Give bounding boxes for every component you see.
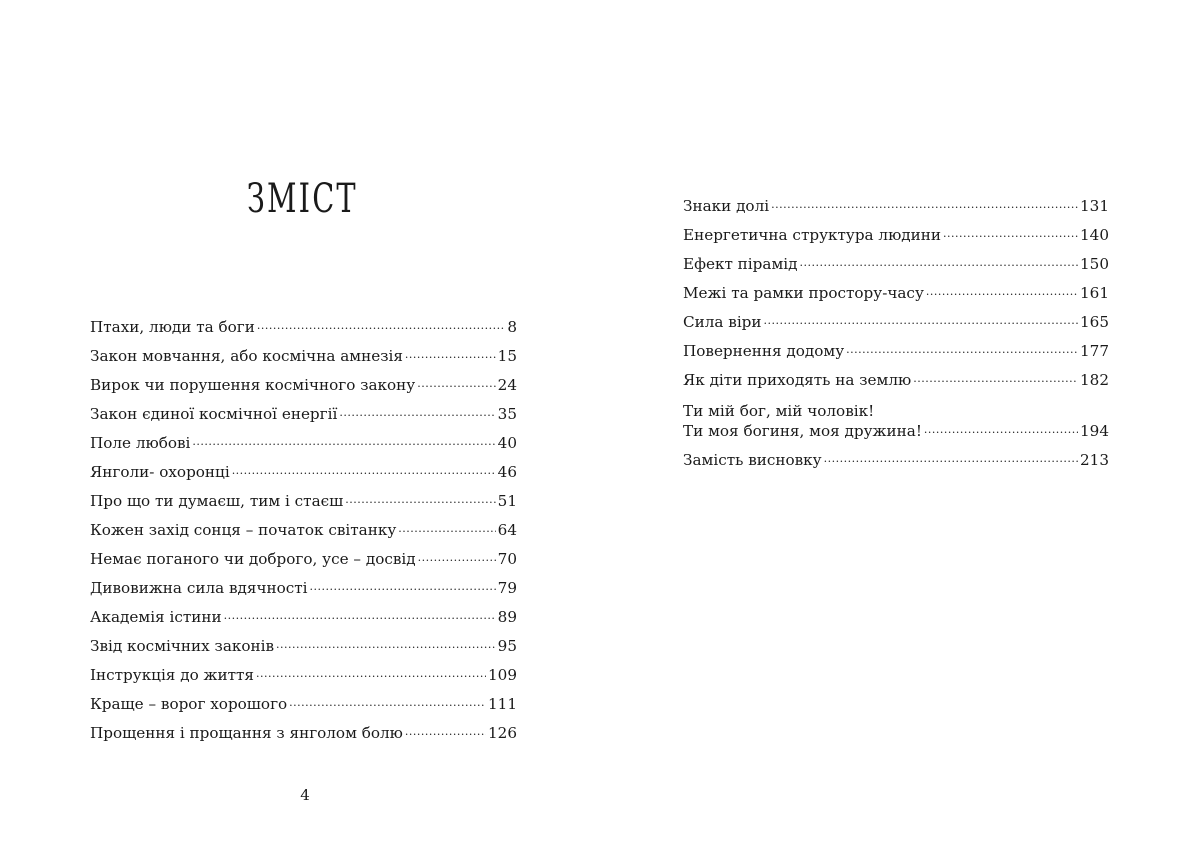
toc-entry — [90, 569, 517, 598]
right-page — [600, 0, 1200, 849]
toc-entry-page: 95 — [497, 637, 517, 655]
toc-entry-page: 51 — [497, 492, 517, 510]
toc-entry-title: Краще – ворог хорошого — [90, 695, 288, 713]
toc-entry — [683, 187, 1109, 216]
toc-entry-title: Кожен захід сонця – початок світанку — [90, 521, 397, 539]
toc-entry-page: 40 — [497, 434, 517, 452]
toc-entry-title: Замість висновку — [683, 451, 822, 469]
toc-entry-page: 46 — [497, 463, 517, 481]
toc-entry — [90, 366, 517, 395]
toc-entry-page: 150 — [1080, 255, 1109, 273]
toc-entry-title: Немає поганого чи доброго, усе – досвід — [90, 550, 416, 568]
toc-entry — [90, 337, 517, 366]
toc-entry-title: Вирок чи порушення космічного закону — [90, 376, 416, 394]
toc-entry — [90, 424, 517, 453]
toc-entry-page: 213 — [1080, 451, 1109, 469]
toc-entry-page: 8 — [507, 318, 517, 336]
toc-entry-title: Академія істини — [90, 608, 222, 626]
toc-entry — [90, 656, 517, 685]
toc-entry — [90, 308, 517, 337]
dot-leader — [926, 282, 1078, 303]
dot-leader — [310, 577, 496, 598]
toc-entry-page: 182 — [1080, 371, 1109, 389]
dot-leader — [232, 461, 496, 482]
toc-entry-title: Інструкція до життя — [90, 666, 255, 684]
toc-entry-title: Закон мовчання, або космічна амнезія — [90, 347, 403, 365]
dot-leader — [256, 664, 486, 685]
toc-entry-page: 89 — [497, 608, 517, 626]
toc-entry — [683, 274, 1109, 303]
toc-entry — [683, 332, 1109, 361]
toc-entry — [683, 245, 1109, 274]
toc-entry-title: Як діти приходять на землю — [683, 371, 912, 389]
toc-entry — [683, 441, 1109, 470]
toc-entry-page: 79 — [497, 579, 517, 597]
toc-entry — [683, 390, 1109, 441]
dot-leader — [913, 369, 1078, 390]
toc-entry-page: 111 — [488, 695, 517, 713]
toc-entry-title: Межі та рамки простору-часу — [683, 284, 924, 302]
toc-entry-title: Ефект пірамід — [683, 255, 798, 273]
toc-entry — [90, 685, 517, 714]
toc-list-left — [90, 308, 517, 743]
toc-entry-page: 194 — [1080, 422, 1109, 440]
toc-entry-page: 24 — [497, 376, 517, 394]
toc-entry-page: 35 — [497, 405, 517, 423]
toc-entry-title: Звід космічних законів — [90, 637, 275, 655]
toc-entry-page: 131 — [1080, 197, 1109, 215]
dot-leader — [771, 195, 1078, 216]
dot-leader — [943, 224, 1078, 245]
toc-entry-title: Знаки долі — [683, 197, 770, 215]
dot-leader — [398, 519, 495, 540]
page-number: 4 — [300, 786, 310, 804]
toc-entry-title: Енергетична структура людини — [683, 226, 942, 244]
dot-leader — [799, 253, 1078, 274]
toc-entry-title: Птахи, люди та боги — [90, 318, 255, 336]
dot-leader — [405, 345, 496, 366]
toc-entry-page: 15 — [497, 347, 517, 365]
dot-leader — [846, 340, 1078, 361]
dot-leader — [257, 316, 505, 337]
toc-entry-title: Дивовижна сила вдячності — [90, 579, 308, 597]
dot-leader — [405, 722, 486, 743]
toc-entry-page: 64 — [497, 521, 517, 539]
dot-leader — [289, 693, 486, 714]
toc-entry-title: Закон єдиної космічної енергії — [90, 405, 338, 423]
toc-entry — [90, 714, 517, 743]
toc-entry-title: Про що ти думаєш, тим і стаєш — [90, 492, 344, 510]
toc-entry-page: 126 — [488, 724, 517, 742]
toc-entry-title: Поле любові — [90, 434, 191, 452]
dot-leader — [418, 548, 496, 569]
toc-entry-page: 140 — [1080, 226, 1109, 244]
toc-entry-title: Ти мій бог, мій чоловік! Ти моя богиня, моя дружина! — [683, 402, 922, 440]
toc-entry — [90, 482, 517, 511]
dot-leader — [192, 432, 495, 453]
dot-leader — [224, 606, 496, 627]
toc-entry-title: Прощення і прощання з янголом болю — [90, 724, 403, 742]
toc-list-right — [683, 187, 1109, 470]
toc-entry — [90, 511, 517, 540]
dot-leader — [276, 635, 496, 656]
dot-leader — [824, 449, 1078, 470]
toc-entry-page: 177 — [1080, 342, 1109, 360]
dot-leader — [339, 403, 495, 424]
contents-title: ЗМІСТ — [246, 176, 358, 222]
toc-entry — [90, 453, 517, 482]
toc-entry-page: 165 — [1080, 313, 1109, 331]
toc-entry — [683, 216, 1109, 245]
toc-entry — [683, 303, 1109, 332]
toc-entry-title: Повернення додому — [683, 342, 845, 360]
dot-leader — [924, 420, 1078, 441]
toc-entry — [90, 598, 517, 627]
toc-entry-page: 70 — [497, 550, 517, 568]
dot-leader — [417, 374, 495, 395]
toc-entry-page: 109 — [488, 666, 517, 684]
toc-entry-title: Янголи- охоронці — [90, 463, 230, 481]
toc-entry — [90, 627, 517, 656]
toc-entry — [683, 361, 1109, 390]
toc-entry-title: Сила віри — [683, 313, 762, 331]
toc-entry-page: 161 — [1080, 284, 1109, 302]
dot-leader — [764, 311, 1078, 332]
toc-entry — [90, 540, 517, 569]
dot-leader — [345, 490, 495, 511]
toc-entry — [90, 395, 517, 424]
